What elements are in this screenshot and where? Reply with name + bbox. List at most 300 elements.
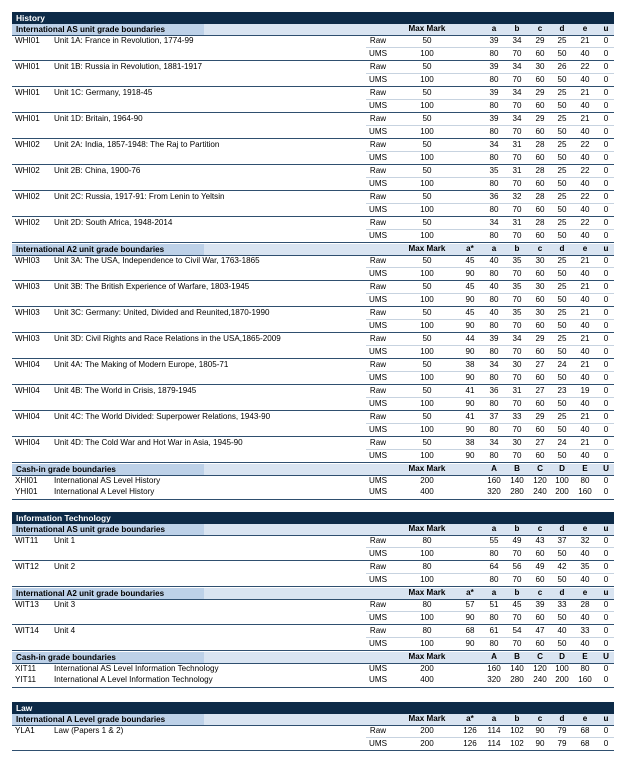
raw-grade-value: 34 [512, 88, 522, 97]
raw-grade-value: 25 [557, 218, 567, 227]
unit-title: Unit 4A: The Making of Modern Europe, 1805-71 [54, 360, 229, 369]
raw-label: Raw [369, 438, 387, 447]
raw-grade-value: 30 [535, 282, 545, 291]
raw-label: Raw [369, 62, 387, 71]
max-mark-header: Max Mark [408, 464, 446, 473]
max-mark-header: Max Mark [408, 652, 446, 661]
max-mark-header: Max Mark [408, 244, 446, 253]
ums-grade-value: 40 [580, 269, 590, 278]
ums-max-mark: 100 [420, 321, 434, 330]
ums-grade-value: 50 [557, 205, 567, 214]
ums-label: UMS [369, 373, 387, 382]
grade-header-e: e [582, 24, 588, 33]
raw-grade-value: 0 [603, 192, 609, 201]
unit-code: XHI01 [15, 476, 38, 485]
raw-grade-value: 31 [512, 386, 522, 395]
unit-title: Unit 2 [54, 562, 76, 571]
ums-grade-value: 80 [489, 153, 499, 162]
ums-grade-value: 0 [603, 425, 609, 434]
grade-value: 0 [603, 675, 609, 684]
ums-grade-value: 70 [512, 613, 522, 622]
ums-grade-value: 0 [603, 549, 609, 558]
grade-header-B: B [514, 652, 520, 661]
ums-max-mark: 100 [420, 153, 434, 162]
raw-grade-value: 21 [580, 334, 590, 343]
grade-header-e: e [582, 714, 588, 723]
raw-grade-value: 40 [489, 282, 499, 291]
raw-grade-value: 34 [512, 334, 522, 343]
ums-grade-value: 80 [489, 231, 499, 240]
raw-grade-value: 28 [535, 166, 545, 175]
raw-grade-value: 33 [580, 626, 590, 635]
ums-grade-value: 60 [535, 321, 545, 330]
unit-code: WHI03 [15, 308, 40, 317]
grade-header-e: e [582, 524, 588, 533]
grade-header-a: a [491, 714, 497, 723]
block-heading: International A2 unit grade boundaries [12, 588, 204, 599]
ums-label: UMS [369, 399, 387, 408]
row-divider [366, 267, 614, 268]
raw-grade-value: 34 [489, 438, 499, 447]
block-underline [12, 687, 614, 688]
max-mark-header: Max Mark [408, 714, 446, 723]
raw-label: Raw [369, 36, 387, 45]
grade-header-d: d [559, 588, 565, 597]
ums-grade-value: 40 [580, 639, 590, 648]
ums-grade-value: 50 [557, 269, 567, 278]
ums-max-mark: 100 [420, 399, 434, 408]
ums-grade-value: 40 [580, 179, 590, 188]
raw-grade-value: 41 [465, 412, 475, 421]
ums-grade-value: 40 [580, 231, 590, 240]
raw-max-mark: 50 [422, 114, 432, 123]
unit-title: Unit 4B: The World in Crisis, 1879-1945 [54, 386, 197, 395]
grade-header-D: D [559, 464, 565, 473]
ums-grade-value: 70 [512, 575, 522, 584]
mark-type: UMS [369, 675, 387, 684]
raw-max-mark: 50 [422, 140, 432, 149]
ums-grade-value: 60 [535, 295, 545, 304]
raw-grade-value: 21 [580, 308, 590, 317]
raw-label: Raw [369, 218, 387, 227]
raw-grade-value: 51 [489, 600, 499, 609]
unit-underline [12, 216, 614, 217]
raw-max-mark: 80 [422, 600, 432, 609]
ums-grade-value: 0 [603, 373, 609, 382]
max-mark-header: Max Mark [408, 24, 446, 33]
ums-grade-value: 126 [463, 739, 477, 748]
unit-title: International AS Level Information Technology [54, 664, 219, 673]
row-divider [366, 229, 614, 230]
ums-grade-value: 80 [489, 549, 499, 558]
ums-grade-value: 80 [489, 575, 499, 584]
unit-title: International A Level Information Technology [54, 675, 213, 684]
raw-grade-value: 44 [465, 334, 475, 343]
grade-header-a: a [491, 244, 497, 253]
row-divider [366, 125, 614, 126]
raw-grade-value: 21 [580, 256, 590, 265]
unit-code: WHI02 [15, 192, 40, 201]
raw-grade-value: 23 [557, 386, 567, 395]
unit-code: WHI01 [15, 36, 40, 45]
ums-grade-value: 50 [557, 451, 567, 460]
raw-grade-value: 41 [465, 386, 475, 395]
raw-grade-value: 25 [557, 88, 567, 97]
raw-grade-value: 30 [535, 308, 545, 317]
raw-grade-value: 33 [512, 412, 522, 421]
ums-grade-value: 40 [580, 451, 590, 460]
grade-header-U: U [603, 652, 609, 661]
ums-grade-value: 60 [535, 451, 545, 460]
raw-max-mark: 50 [422, 88, 432, 97]
grade-value: 80 [580, 476, 590, 485]
raw-label: Raw [369, 166, 387, 175]
raw-grade-value: 25 [557, 140, 567, 149]
ums-label: UMS [369, 127, 387, 136]
raw-label: Raw [369, 308, 387, 317]
raw-grade-value: 33 [557, 600, 567, 609]
ums-max-mark: 100 [420, 127, 434, 136]
ums-grade-value: 60 [535, 613, 545, 622]
ums-grade-value: 102 [510, 739, 524, 748]
raw-grade-value: 34 [512, 62, 522, 71]
raw-grade-value: 42 [557, 562, 567, 571]
unit-code: YIT11 [15, 675, 36, 684]
ums-max-mark: 100 [420, 347, 434, 356]
ums-grade-value: 0 [603, 739, 609, 748]
ums-grade-value: 60 [535, 399, 545, 408]
raw-max-mark: 50 [422, 360, 432, 369]
grade-value: 320 [487, 675, 501, 684]
raw-label: Raw [369, 334, 387, 343]
ums-grade-value: 90 [465, 639, 475, 648]
raw-grade-value: 40 [489, 256, 499, 265]
grade-header-a*: a* [466, 244, 474, 253]
ums-grade-value: 70 [512, 269, 522, 278]
ums-max-mark: 100 [420, 451, 434, 460]
raw-grade-value: 31 [512, 166, 522, 175]
grade-header-d: d [559, 714, 565, 723]
ums-grade-value: 90 [465, 321, 475, 330]
grade-header-E: E [582, 652, 588, 661]
grade-value: 0 [603, 664, 609, 673]
grade-header-a*: a* [466, 714, 474, 723]
ums-grade-value: 90 [465, 451, 475, 460]
unit-code: WHI01 [15, 88, 40, 97]
ums-grade-value: 50 [557, 231, 567, 240]
raw-label: Raw [369, 88, 387, 97]
raw-label: Raw [369, 140, 387, 149]
raw-max-mark: 50 [422, 166, 432, 175]
ums-grade-value: 90 [465, 373, 475, 382]
unit-underline [12, 436, 614, 437]
block-heading: International A Level grade boundaries [12, 714, 204, 725]
raw-grade-value: 28 [535, 140, 545, 149]
raw-grade-value: 0 [603, 360, 609, 369]
raw-grade-value: 21 [580, 282, 590, 291]
ums-grade-value: 50 [557, 613, 567, 622]
ums-grade-value: 60 [535, 153, 545, 162]
raw-grade-value: 114 [487, 726, 501, 735]
raw-grade-value: 34 [489, 360, 499, 369]
ums-grade-value: 50 [557, 295, 567, 304]
ums-grade-value: 80 [489, 347, 499, 356]
raw-label: Raw [369, 256, 387, 265]
unit-title: Unit 4C: The World Divided: Superpower Relations, 1943-90 [54, 412, 271, 421]
raw-grade-value: 0 [603, 62, 609, 71]
ums-grade-value: 70 [512, 639, 522, 648]
grade-value: 120 [533, 664, 547, 673]
grade-header-c: c [537, 24, 543, 33]
ums-label: UMS [369, 101, 387, 110]
ums-max-mark: 100 [420, 295, 434, 304]
raw-grade-value: 31 [512, 140, 522, 149]
grade-value: 160 [578, 487, 592, 496]
ums-label: UMS [369, 347, 387, 356]
raw-grade-value: 34 [489, 218, 499, 227]
ums-label: UMS [369, 613, 387, 622]
row-divider [366, 73, 614, 74]
ums-grade-value: 80 [489, 205, 499, 214]
unit-underline [12, 280, 614, 281]
grade-header-E: E [582, 464, 588, 473]
ums-max-mark: 100 [420, 205, 434, 214]
ums-grade-value: 90 [465, 399, 475, 408]
raw-grade-value: 45 [512, 600, 522, 609]
row-divider [366, 99, 614, 100]
ums-grade-value: 90 [465, 295, 475, 304]
raw-grade-value: 0 [603, 218, 609, 227]
grade-value: 0 [603, 476, 609, 485]
unit-code: XIT11 [15, 664, 36, 673]
ums-grade-value: 70 [512, 127, 522, 136]
raw-grade-value: 29 [535, 36, 545, 45]
unit-underline [12, 462, 614, 463]
ums-grade-value: 60 [535, 575, 545, 584]
section-title-bar: Information Technology [12, 512, 614, 524]
raw-grade-value: 25 [557, 412, 567, 421]
ums-grade-value: 70 [512, 321, 522, 330]
raw-grade-value: 21 [580, 412, 590, 421]
ums-grade-value: 80 [489, 179, 499, 188]
raw-grade-value: 30 [512, 360, 522, 369]
ums-max-mark: 100 [420, 231, 434, 240]
ums-label: UMS [369, 179, 387, 188]
grade-header-b: b [514, 714, 520, 723]
ums-label: UMS [369, 49, 387, 58]
ums-grade-value: 60 [535, 639, 545, 648]
raw-max-mark: 80 [422, 536, 432, 545]
unit-code: WIT11 [15, 536, 39, 545]
grade-header-U: U [603, 464, 609, 473]
unit-title: Unit 3B: The British Experience of Warfare, 1803-1945 [54, 282, 250, 291]
ums-grade-value: 60 [535, 179, 545, 188]
grade-header-b: b [514, 588, 520, 597]
unit-title: Unit 2D: South Africa, 1948-2014 [54, 218, 173, 227]
grade-header-a: a [491, 588, 497, 597]
raw-grade-value: 0 [603, 386, 609, 395]
raw-grade-value: 27 [535, 438, 545, 447]
section-title-bar: History [12, 12, 614, 24]
grade-header-d: d [559, 524, 565, 533]
grade-header-b: b [514, 244, 520, 253]
row-divider [366, 177, 614, 178]
raw-grade-value: 25 [557, 192, 567, 201]
ums-grade-value: 80 [489, 49, 499, 58]
raw-grade-value: 43 [535, 536, 545, 545]
grade-value: 160 [487, 476, 501, 485]
ums-grade-value: 70 [512, 549, 522, 558]
grade-header-A: A [491, 652, 497, 661]
grade-header-C: C [537, 464, 543, 473]
unit-code: WHI04 [15, 360, 40, 369]
ums-grade-value: 70 [512, 205, 522, 214]
raw-grade-value: 32 [580, 536, 590, 545]
grade-value: 160 [487, 664, 501, 673]
unit-title: International AS Level History [54, 476, 161, 485]
raw-grade-value: 0 [603, 140, 609, 149]
raw-grade-value: 68 [580, 726, 590, 735]
grade-header-c: c [537, 588, 543, 597]
row-divider [366, 319, 614, 320]
ums-grade-value: 0 [603, 399, 609, 408]
raw-grade-value: 21 [580, 36, 590, 45]
ums-grade-value: 70 [512, 101, 522, 110]
ums-grade-value: 70 [512, 295, 522, 304]
unit-underline [12, 306, 614, 307]
unit-code: WHI01 [15, 62, 40, 71]
unit-underline [12, 650, 614, 651]
max-mark: 400 [420, 675, 434, 684]
unit-title: Unit 4D: The Cold War and Hot War in Asia, 1945-90 [54, 438, 243, 447]
grade-value: 120 [533, 476, 547, 485]
unit-title: Unit 2A: India, 1857-1948: The Raj to Partition [54, 140, 220, 149]
raw-grade-value: 25 [557, 334, 567, 343]
ums-label: UMS [369, 549, 387, 558]
ums-grade-value: 50 [557, 321, 567, 330]
raw-label: Raw [369, 192, 387, 201]
unit-title: Unit 2C: Russia, 1917-91: From Lenin to Yeltsin [54, 192, 225, 201]
raw-label: Raw [369, 412, 387, 421]
ums-grade-value: 80 [489, 75, 499, 84]
raw-label: Raw [369, 386, 387, 395]
raw-grade-value: 0 [603, 412, 609, 421]
raw-grade-value: 26 [557, 62, 567, 71]
unit-underline [12, 60, 614, 61]
raw-label: Raw [369, 360, 387, 369]
ums-label: UMS [369, 451, 387, 460]
ums-label: UMS [369, 575, 387, 584]
ums-grade-value: 40 [580, 399, 590, 408]
ums-grade-value: 70 [512, 373, 522, 382]
raw-grade-value: 35 [580, 562, 590, 571]
raw-grade-value: 34 [489, 140, 499, 149]
raw-label: Raw [369, 114, 387, 123]
raw-grade-value: 36 [489, 386, 499, 395]
ums-grade-value: 50 [557, 179, 567, 188]
ums-grade-value: 50 [557, 639, 567, 648]
ums-grade-value: 50 [557, 373, 567, 382]
unit-title: Unit 3A: The USA, Independence to Civil War, 1763-1865 [54, 256, 260, 265]
ums-grade-value: 80 [489, 295, 499, 304]
unit-underline [12, 624, 614, 625]
max-mark: 400 [420, 487, 434, 496]
unit-title: Law (Papers 1 & 2) [54, 726, 124, 735]
block-heading: Cash-in grade boundaries [12, 652, 204, 663]
unit-underline [12, 384, 614, 385]
raw-grade-value: 68 [465, 626, 475, 635]
row-divider [366, 47, 614, 48]
ums-grade-value: 0 [603, 49, 609, 58]
raw-grade-value: 0 [603, 114, 609, 123]
raw-grade-value: 57 [465, 600, 475, 609]
unit-code: WHI04 [15, 412, 40, 421]
ums-max-mark: 200 [420, 739, 434, 748]
ums-grade-value: 0 [603, 295, 609, 304]
unit-title: Unit 2B: China, 1900-76 [54, 166, 141, 175]
grade-header-u: u [603, 524, 609, 533]
unit-code: WHI02 [15, 140, 40, 149]
raw-grade-value: 25 [557, 166, 567, 175]
ums-label: UMS [369, 739, 387, 748]
raw-grade-value: 39 [535, 600, 545, 609]
raw-grade-value: 45 [465, 308, 475, 317]
ums-grade-value: 50 [557, 549, 567, 558]
raw-grade-value: 0 [603, 256, 609, 265]
raw-max-mark: 50 [422, 256, 432, 265]
ums-label: UMS [369, 231, 387, 240]
raw-grade-value: 22 [580, 62, 590, 71]
raw-grade-value: 22 [580, 218, 590, 227]
raw-grade-value: 37 [489, 412, 499, 421]
ums-max-mark: 100 [420, 549, 434, 558]
raw-grade-value: 39 [489, 62, 499, 71]
raw-grade-value: 32 [512, 192, 522, 201]
raw-grade-value: 25 [557, 256, 567, 265]
raw-grade-value: 47 [535, 626, 545, 635]
grade-value: 0 [603, 487, 609, 496]
unit-code: WIT12 [15, 562, 39, 571]
ums-grade-value: 70 [512, 179, 522, 188]
raw-label: Raw [369, 536, 387, 545]
raw-grade-value: 90 [535, 726, 545, 735]
raw-grade-value: 36 [489, 192, 499, 201]
ums-grade-value: 80 [489, 425, 499, 434]
raw-grade-value: 0 [603, 562, 609, 571]
grade-value: 140 [510, 664, 524, 673]
grade-value: 240 [533, 487, 547, 496]
ums-max-mark: 100 [420, 269, 434, 278]
unit-underline [12, 358, 614, 359]
ums-grade-value: 70 [512, 451, 522, 460]
ums-max-mark: 100 [420, 425, 434, 434]
grade-header-e: e [582, 588, 588, 597]
raw-grade-value: 25 [557, 308, 567, 317]
raw-grade-value: 39 [489, 114, 499, 123]
grade-value: 280 [510, 487, 524, 496]
ums-grade-value: 90 [465, 269, 475, 278]
ums-grade-value: 50 [557, 347, 567, 356]
ums-grade-value: 70 [512, 399, 522, 408]
row-divider [366, 611, 614, 612]
raw-grade-value: 0 [603, 166, 609, 175]
unit-title: Unit 1A: France in Revolution, 1774-99 [54, 36, 194, 45]
raw-grade-value: 0 [603, 536, 609, 545]
raw-grade-value: 64 [489, 562, 499, 571]
raw-grade-value: 27 [535, 360, 545, 369]
ums-grade-value: 60 [535, 231, 545, 240]
unit-underline [12, 112, 614, 113]
